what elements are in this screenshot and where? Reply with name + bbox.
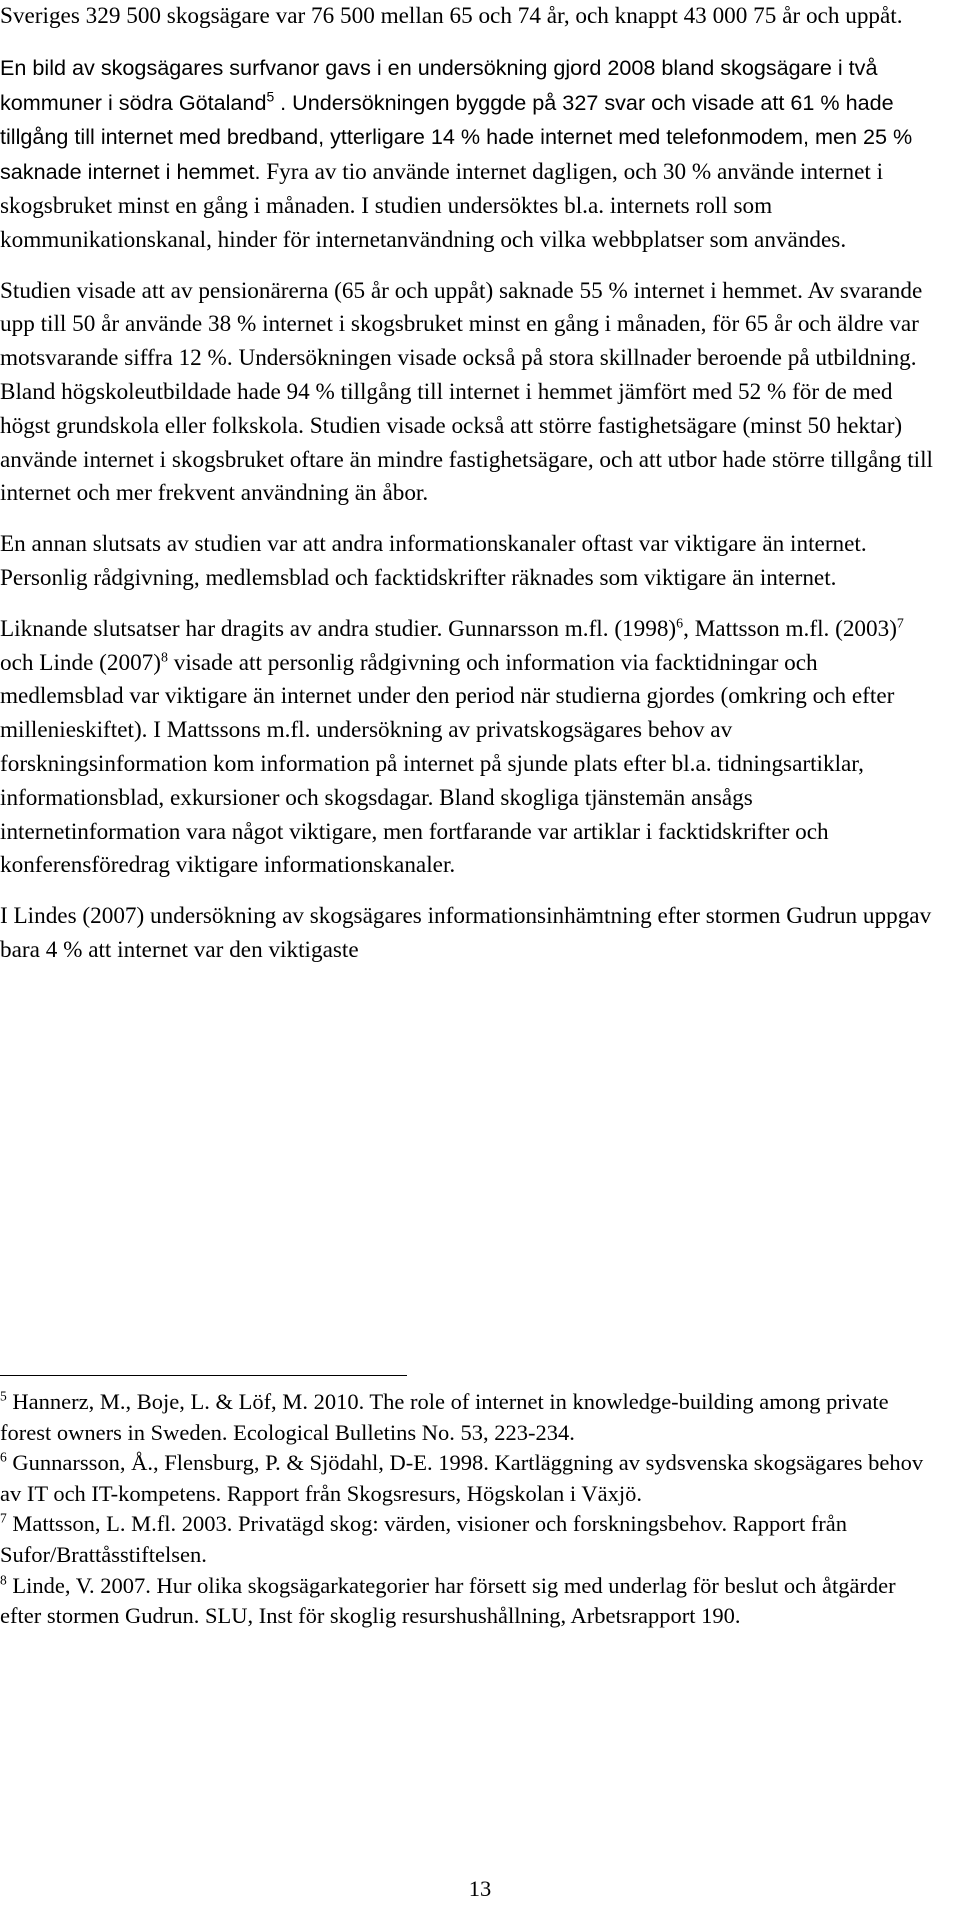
- paragraph-age-stats: Sveriges 329 500 skogsägare var 76 500 mellan 65 och 74 år, och knappt 43 000 75 år och uppåt.: [0, 3, 903, 29]
- footnote: [0, 1387, 938, 1448]
- footnote-number: 8: [0, 1572, 7, 1588]
- survey-intro-text: En bild av skogsägares surfvanor gavs i en undersökning gjord 2008 bland skogsägare i två kommuner i södra Götaland: [0, 54, 878, 115]
- footnote-text: Linde, V. 2007. Hur olika skogsägarkategorier har försett sig med underlag för beslut och åtgärder efter stormen Gudrun. SLU, Inst för skoglig resurshushållning, Arbetsrapport 190.: [0, 1572, 896, 1629]
- survey-usage-text: Fyra av tio använde internet dagligen, och 30 % använde internet i skogsbruket minst en gång i månaden. I studien undersöktes bl.a. internets roll som kommunikationskanal, hinder för internetanvändning och vilka webbplatser som användes.: [0, 159, 884, 253]
- footnote-text: Gunnarsson, Å., Flensburg, P. & Sjödahl, D-E. 1998. Kartläggning av sydsvenska skogsägares behov av IT och IT-kompetens. Rapport från Skogsresurs, Högskolan i Växjö.: [0, 1450, 924, 1506]
- footnote: [0, 1571, 938, 1632]
- footnote-text: Hannerz, M., Boje, L. & Löf, M. 2010. The role of internet in knowledge-building among private forest owners in Sweden. Ecological Bulletins No. 53, 223-234.: [0, 1389, 889, 1445]
- footnote-ref-6: 6: [676, 616, 684, 632]
- footnote-ref-5: 5: [266, 87, 275, 104]
- footnote: [0, 1509, 938, 1570]
- footnote-ref-8: 8: [160, 649, 168, 665]
- other-studies-text-d: visade att personlig rådgivning och information via facktidningar och medlemsblad var viktigare än internet under den period när studierna gjordes (omkring och efter millenieskiftet). I Mattssons m.fl. undersökning av privatskogsägares behov av forskningsinformation kom information på internet på sjunde plats efter bl.a. tidningsartiklar, informationsblad, exkursioner och skogsdagar. Bland skogliga tjänstemän ansågs internetinformation vara något viktigare, men fortfarande var artiklar i facktidskrifter och konferensföredrag viktigare informationskanaler.: [0, 649, 895, 879]
- page-number: 13: [468, 1876, 492, 1901]
- paragraph-other-studies: [0, 613, 938, 883]
- paragraph-survey: [0, 51, 938, 258]
- other-studies-text-a: Liknande slutsatser har dragits av andra studier. Gunnarsson m.fl. (1998): [0, 615, 677, 642]
- footnote: [0, 1448, 938, 1509]
- paragraph-other-channels: En annan slutsats av studien var att andra informationskanaler oftast var viktigare än internet. Personlig rådgivning, medlemsblad och facktidskrifter räknades som viktigare än internet.: [0, 531, 867, 591]
- paragraph-linde-study: I Lindes (2007) undersökning av skogsägares informationsinhämtning efter stormen Gudrun uppgav bara 4 % att internet var den viktigaste: [0, 903, 932, 963]
- paragraph-pensioners: Studien visade att av pensionärerna (65 år och uppåt) saknade 55 % internet i hemmet. Av svarande upp till 50 år använde 38 % internet i skogsbruket minst en gång i månaden, för 65 år och äldre var motsvarande siffra 12 %. Undersökningen visade också på stora skillnader beroende på utbildning. Bland högskoleutbildade hade 94 % tillgång till internet i hemmet jämfört med 52 % för de med högst grundskola eller folkskola. Studien visade också att större fastighetsägare (minst 50 hektar) använde internet i skogsbruket oftare än mindre fastighetsägare, och att utbor hade större tillgång till internet och mer frekvent användning än åbor.: [0, 277, 933, 507]
- other-studies-text-b: , Mattsson m.fl. (2003): [683, 615, 897, 642]
- survey-results-text: . Undersökningen byggde på 327 svar och visade att 61 % hade tillgång till internet med bredband, ytterligare 14 % hade internet med telefonmodem, men 25 % saknade internet i hemmet.: [0, 89, 913, 185]
- footnote-number: 6: [0, 1449, 7, 1465]
- footnote-ref-7: 7: [896, 616, 904, 632]
- footnote-text: Mattsson, L. M.fl. 2003. Privatägd skog: värden, visioner och forskningsbehov. Rapport från Sufor/Brattåsstiftelsen.: [0, 1511, 848, 1567]
- footnotes: [0, 1387, 938, 1632]
- footnote-number: 7: [0, 1510, 7, 1526]
- footnote-separator: [0, 1375, 407, 1376]
- other-studies-text-c: och Linde (2007): [0, 649, 161, 676]
- footnote-number: 5: [0, 1388, 7, 1404]
